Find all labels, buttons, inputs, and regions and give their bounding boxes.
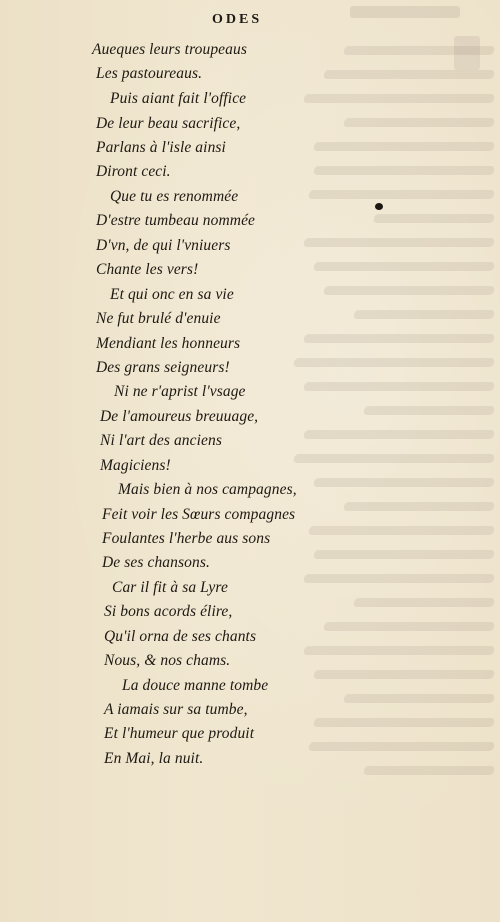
verse-line: Ne fut brulé d'enuie <box>96 310 221 327</box>
verse-line: D'estre tumbeau nommée <box>96 212 256 229</box>
verse-line: Car il fit à sa Lyre <box>112 579 228 596</box>
verse-line: D'vn, de qui l'vniuers <box>96 237 231 254</box>
verse-line: Feit voir les Sœurs compagnes <box>102 506 296 523</box>
verse-line: Et l'humeur que produit <box>104 725 255 742</box>
verse-line: Ni ne r'aprist l'vsage <box>114 383 246 400</box>
verse-line: Si bons acords élire, <box>104 603 233 620</box>
verse-line: Nous, & nos chams. <box>104 652 231 669</box>
verse-line: Diront ceci. <box>96 163 171 180</box>
verse-line: De l'amoureus breuuage, <box>100 408 259 425</box>
verse-line: En Mai, la nuit. <box>104 750 204 767</box>
verse-line: Aueques leurs troupeaus <box>92 41 247 58</box>
verse-line: Des grans seigneurs! <box>96 359 230 376</box>
verse-line: Mendiant les honneurs <box>96 335 241 352</box>
bleed-through-initial <box>454 36 480 70</box>
ink-spot <box>375 203 383 210</box>
verse-line: Parlans à l'isle ainsi <box>96 139 226 156</box>
verse-line: Mais bien à nos campagnes, <box>118 481 297 498</box>
verse-line: Les pastoureaus. <box>96 65 203 82</box>
verse-line: A iamais sur sa tumbe, <box>104 701 248 718</box>
bleed-through-heading <box>350 6 460 18</box>
running-head: ODES <box>212 12 263 27</box>
verse-line: Chante les vers! <box>96 261 199 278</box>
verse-line: Foulantes l'herbe aus sons <box>102 530 271 547</box>
verse-line: Qu'il orna de ses chants <box>104 628 257 645</box>
verse-line: De ses chansons. <box>102 554 210 571</box>
verse-line: Magiciens! <box>100 457 171 474</box>
verse-line: Que tu es renommée <box>110 188 239 205</box>
verse-line: Puis aiant fait l'office <box>110 90 247 107</box>
verse-line: De leur beau sacrifice, <box>96 115 241 132</box>
verse-line: Ni l'art des anciens <box>100 432 222 449</box>
verse-line: Et qui onc en sa vie <box>110 286 234 303</box>
verse-line: La douce manne tombe <box>122 677 269 694</box>
